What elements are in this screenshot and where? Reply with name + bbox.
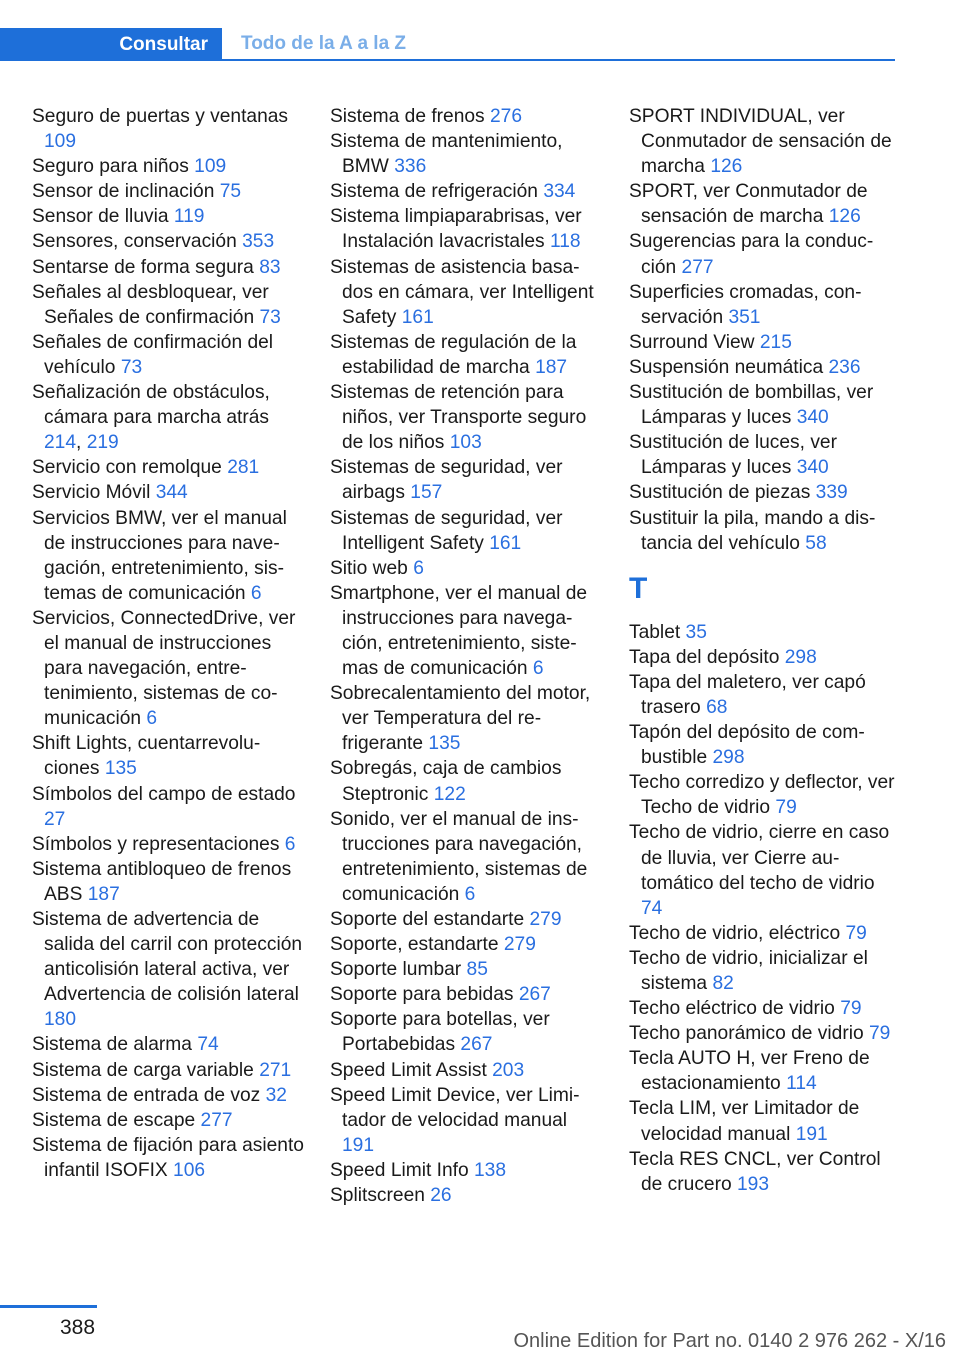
index-entry-text: Techo de vidrio, eléctrico [629, 922, 841, 944]
index-entry [629, 670, 895, 720]
index-entry [629, 1046, 895, 1096]
index-entry [330, 581, 602, 681]
page-link[interactable]: 85 [466, 959, 488, 981]
page-link[interactable]: 191 [342, 1134, 375, 1156]
index-entry-text: Sugerencias para la conducción [629, 231, 874, 278]
page-link[interactable]: 236 [828, 356, 861, 378]
index-entry-text: Sistema limpiaparabrisas, ver Instalación lavacristales [330, 206, 582, 253]
page-link[interactable]: 138 [474, 1159, 507, 1181]
page-link[interactable]: 135 [428, 733, 461, 755]
index-entry [32, 1133, 304, 1183]
index-entry [629, 996, 895, 1021]
index-entry-text: Speed Limit Info [330, 1159, 469, 1181]
index-entry-text: Servicio Móvil [32, 482, 151, 504]
page-link[interactable]: 58 [805, 532, 827, 554]
index-entry [629, 770, 895, 820]
index-entry [629, 229, 895, 279]
index-entry [32, 204, 304, 229]
index-entry [629, 179, 895, 229]
index-entry [32, 1058, 304, 1083]
index-entry-text: Speed Limit Device, ver Limitador de velocidad manual [330, 1084, 580, 1131]
index-entry [330, 380, 602, 455]
index-entry [629, 921, 895, 946]
page-link[interactable]: 27 [44, 808, 66, 830]
index-entry-text: Surround View [629, 331, 755, 353]
index-entry [330, 506, 602, 556]
index-entry-text: Señales de confirmación del vehículo [32, 331, 274, 378]
page-link[interactable]: 351 [728, 306, 761, 328]
page-link[interactable]: 83 [259, 256, 281, 278]
index-entry-text: Sistemas de seguridad, ver Intelligent Safety [330, 507, 563, 554]
page-link[interactable]: 68 [706, 696, 728, 718]
index-entry [330, 179, 602, 204]
index-entry-text: Techo corredizo y deflector, ver Techo de vidrio [629, 772, 895, 819]
index-entry-text: Tapón del depósito de combustible [629, 722, 865, 769]
index-entry [629, 104, 895, 179]
index-entry-text: Sobregás, caja de cambios Steptronic [330, 758, 562, 805]
index-entry-text: Soporte del estandarte [330, 909, 525, 930]
index-entry [32, 179, 304, 204]
index-entry [32, 907, 304, 1032]
index-entry [330, 1083, 602, 1158]
index-entry: Señalización de obstáculos, cámara para marcha atrás 214, 219 [32, 382, 270, 454]
index-entry [330, 681, 602, 756]
page-link[interactable]: 6 [250, 582, 262, 604]
page-link[interactable]: 344 [155, 482, 188, 504]
index-entry-text: Tapa del depósito [629, 646, 780, 668]
index-entry-text: Sistema de escape [32, 1109, 196, 1131]
index-entry [629, 380, 895, 430]
page-link[interactable]: 279 [503, 934, 536, 956]
index-entry [330, 957, 602, 982]
page-link[interactable]: 73 [120, 356, 143, 378]
page-link[interactable]: 161 [401, 306, 434, 328]
page-link[interactable]: 32 [265, 1084, 287, 1106]
index-entry-text: Sistema de frenos [330, 106, 485, 127]
index-entry-text: Sistema antibloqueo de frenos ABS [32, 858, 292, 905]
index-entry [629, 280, 895, 330]
index-entry [32, 1108, 304, 1133]
page-link[interactable]: 26 [430, 1185, 452, 1207]
index-entry [32, 229, 304, 254]
index-entry-text: Tapa del maletero, ver capó trasero [629, 671, 866, 718]
index-entry [330, 756, 602, 806]
index-entry-text: Smartphone, ver el manual de instrucciones para navegación, entretenimiento, sistemas de comunicación [330, 582, 588, 680]
index-entry-text: Sistema de refrigeración [330, 181, 538, 203]
page-link[interactable]: 277 [681, 256, 714, 278]
page-link[interactable]: 193 [737, 1173, 770, 1195]
page-link[interactable]: 339 [815, 482, 848, 504]
index-entry [32, 782, 304, 832]
index-entry-text: Seguro para niños [32, 156, 189, 178]
page-link[interactable]: 126 [710, 156, 743, 178]
index-entry-text: Tecla AUTO H, ver Freno de estacionamiento [629, 1048, 870, 1095]
edition-footer: Online Edition for Part no. 0140 2 976 262 - X/16 [513, 1330, 946, 1352]
page-link[interactable]: 82 [712, 973, 734, 994]
tab-consultar[interactable]: Consultar [0, 28, 222, 61]
page-link[interactable]: 180 [44, 1009, 77, 1031]
index-entry [330, 932, 602, 957]
index-entry [32, 480, 304, 505]
page-link[interactable]: 106 [173, 1159, 206, 1181]
index-entry-text: Señalización de obstáculos, cámara para marcha atrás [32, 382, 270, 429]
index-entry [330, 982, 602, 1007]
index-entry [629, 820, 895, 920]
page-link[interactable]: 119 [173, 206, 205, 228]
index-entry-text: Sustitución de luces, ver Lámparas y luces [629, 432, 837, 479]
index-entry [629, 330, 895, 355]
index-entry-text: Soporte, estandarte [330, 934, 499, 956]
index-entry [330, 104, 602, 129]
index-entry-text: Sobrecalentamiento del motor, ver Temperatura del refrigerante [330, 683, 591, 755]
index-entry [32, 832, 304, 857]
page-link[interactable]: 75 [219, 181, 242, 203]
index-letter-heading: T [629, 571, 648, 605]
index-entry-text: Tablet [629, 621, 681, 643]
page-link[interactable]: 114 [786, 1073, 817, 1095]
index-entry-text: Techo eléctrico de vidrio [629, 998, 835, 1020]
page-link[interactable]: 74 [641, 897, 663, 919]
page-link[interactable]: 214 [44, 432, 77, 454]
page-link[interactable]: 73 [259, 306, 281, 328]
page-link[interactable]: 79 [775, 797, 797, 819]
index-entry-text: Sustituir la pila, mando a distancia del vehículo [629, 507, 876, 554]
page-link[interactable]: 126 [828, 206, 861, 228]
index-entry [629, 480, 895, 505]
index-entry [32, 455, 304, 480]
index-entry [32, 255, 304, 280]
index-column-3 [629, 104, 895, 1197]
index-entry [330, 1007, 602, 1057]
page-link[interactable]: 6 [146, 708, 158, 730]
index-entry [629, 355, 895, 380]
page-link[interactable]: 276 [490, 106, 523, 127]
index-entry [32, 857, 304, 907]
index-entry-text: Seguro de puertas y ventanas [32, 106, 289, 127]
index-entry-text: Símbolos del campo de estado [32, 783, 296, 805]
index-entry-text: Sistemas de regulación de la estabilidad de marcha [330, 331, 577, 378]
page-link[interactable]: 118 [549, 231, 581, 253]
index-entry-text: Tecla LIM, ver Limitador de velocidad manual [629, 1098, 860, 1145]
index-entry [32, 280, 304, 330]
page-link[interactable]: 109 [44, 131, 77, 153]
page-link[interactable]: 267 [460, 1034, 493, 1056]
index-entry-text: Techo de vidrio, cierre en caso de lluvia, ver Cierre automático del techo de vidrio [629, 822, 890, 894]
page-link[interactable]: 298 [784, 646, 817, 668]
index-entry-text: Sensores, conservación [32, 231, 237, 253]
page-link[interactable]: 161 [489, 532, 522, 554]
index-entry-text: Sistema de mantenimiento, BMW [330, 131, 563, 178]
header-rule [0, 59, 895, 61]
page-link[interactable]: 340 [796, 407, 829, 429]
page-link[interactable]: 6 [284, 833, 296, 855]
index-entry-text: Sistema de fijación para asiento infantil ISOFIX [32, 1134, 304, 1181]
index-entry-text: Shift Lights, cuentarrevoluciones [32, 733, 261, 780]
index-entry-text: Sistema de alarma [32, 1034, 192, 1056]
page-link[interactable]: 340 [796, 457, 829, 479]
index-entry [32, 506, 304, 606]
page-link[interactable]: 109 [194, 156, 227, 178]
page-link[interactable]: 336 [394, 156, 427, 178]
index-entry [330, 907, 602, 932]
index-entry-text: Sistemas de seguridad, ver airbags [330, 457, 563, 504]
page-link[interactable]: 74 [197, 1034, 219, 1056]
page-link[interactable]: 6 [464, 883, 476, 905]
tab-todo-a-z[interactable]: Todo de la A a la Z [241, 33, 407, 54]
page-link[interactable]: 334 [543, 181, 576, 203]
header-bar [0, 28, 895, 60]
page-link[interactable]: 79 [869, 1023, 891, 1045]
page-link[interactable]: 267 [518, 984, 551, 1006]
index-entry-text: Superficies cromadas, conservación [629, 281, 862, 328]
page-link[interactable]: 277 [200, 1109, 233, 1131]
index-entry-text: Servicio con remolque [32, 457, 222, 479]
page-link[interactable]: 103 [449, 432, 482, 454]
index-entry-text: Sistema de advertencia de salida del carril con protección anticolisión lateral activa, ver Advertencia de colisión lateral [32, 909, 303, 1006]
index-entry-text: Splitscreen [330, 1185, 425, 1207]
index-entry-text: Sistema de entrada de voz [32, 1084, 261, 1106]
index-entry-text: Sitio web [330, 557, 408, 579]
index-entry-text: Techo panorámico de vidrio [629, 1023, 864, 1045]
index-entry [32, 154, 304, 179]
index-entry [629, 430, 895, 480]
index-entry [330, 129, 602, 179]
index-entry [330, 1058, 602, 1083]
page-link[interactable]: 79 [845, 922, 867, 944]
page-link[interactable]: 298 [712, 747, 745, 769]
index-entry [629, 720, 895, 770]
index-entry [629, 645, 895, 670]
index-entry-text: Speed Limit Assist [330, 1059, 487, 1081]
page-link[interactable]: 79 [840, 998, 862, 1020]
index-entry-text: Sonido, ver el manual de instrucciones para navegación, entretenimiento, sistemas de comunicación [330, 808, 588, 905]
index-entry [330, 1183, 602, 1208]
page-link[interactable]: 219 [86, 432, 119, 454]
index-entry [629, 620, 895, 645]
index-entry-text: Sustitución de bombillas, ver Lámparas y luces [629, 382, 874, 429]
index-entry [330, 1158, 602, 1183]
page-link[interactable]: 279 [529, 909, 562, 930]
index-entry [32, 104, 304, 154]
index-entry-text: Sustitución de piezas [629, 482, 811, 504]
index-entry [629, 1147, 895, 1197]
page-link[interactable]: 215 [759, 331, 792, 353]
page-link[interactable]: 6 [413, 557, 424, 579]
page-link[interactable]: 203 [492, 1059, 525, 1081]
page-number: 388 [60, 1316, 96, 1339]
index-entry-text: Sistema de carga variable [32, 1059, 254, 1081]
index-entry-text: Sistemas de retención para niños, ver Transporte seguro de los niños [330, 382, 587, 454]
index-entry-text: Servicios, ConnectedDrive, ver el manual de instrucciones para navegación, entretenimiento, sistemas de comunicación [32, 607, 296, 730]
index-entry-text: Sensor de lluvia [32, 206, 169, 228]
index-entry [330, 330, 602, 380]
page-link[interactable]: 187 [87, 883, 120, 905]
index-entry-text: Símbolos y representaciones [32, 833, 280, 855]
index-entry [32, 731, 304, 781]
index-entry [32, 330, 304, 380]
index-entry-text: Suspensión neumática [629, 356, 824, 378]
index-entry [330, 556, 602, 581]
index-entry [32, 1083, 304, 1108]
index-entry [32, 1032, 304, 1057]
index-entry [629, 506, 895, 556]
index-entry [330, 255, 602, 330]
page-link[interactable]: 187 [535, 356, 568, 378]
index-entry [629, 946, 895, 996]
index-entry [629, 1096, 895, 1146]
index-entry-text: Sensor de inclinación [32, 181, 215, 203]
index-entry [32, 606, 304, 731]
index-column-2 [330, 104, 602, 1208]
index-entry-text: Soporte para bebidas [330, 984, 514, 1006]
index-entry-text: Señales al desbloquear, ver Señales de confirmación [32, 281, 269, 328]
footer-rule [0, 1305, 97, 1308]
page-link[interactable]: 135 [104, 758, 137, 780]
index-entry [330, 455, 602, 505]
index-entry-text: Sentarse de forma segura [32, 256, 254, 278]
index-entry-text: Sistemas de asistencia basados en cámara, ver Intelligent Safety [330, 256, 594, 328]
index-entry-text: Tecla RES CNCL, ver Control de crucero [629, 1148, 881, 1195]
index-entry-text: Soporte para botellas, ver Portabebidas [330, 1009, 550, 1056]
index-entry [330, 807, 602, 907]
page-link[interactable]: 122 [433, 783, 466, 805]
index-entry-text: Techo de vidrio, inicializar el sistema [629, 947, 868, 994]
page-link[interactable]: 35 [685, 621, 707, 643]
page-link[interactable]: 157 [410, 482, 443, 504]
index-entry [330, 204, 602, 254]
page-link[interactable]: 281 [227, 457, 260, 479]
page-link[interactable]: 191 [795, 1123, 828, 1145]
page-link[interactable]: 6 [532, 658, 544, 680]
index-entry-text: SPORT INDIVIDUAL, ver Conmutador de sensación de marcha [629, 106, 892, 178]
index-entry-text: SPORT, ver Conmutador de sensación de marcha [629, 181, 868, 228]
index-entry-text: Soporte lumbar [330, 959, 462, 981]
index-entry [629, 1021, 895, 1046]
index-entry-text: Servicios BMW, ver el manual de instrucciones para navegación, entretenimiento, sistemas de comunicación [32, 507, 287, 604]
page-link[interactable]: 271 [259, 1059, 292, 1081]
index-column-1 [32, 104, 304, 1183]
page-link[interactable]: 353 [242, 231, 275, 253]
